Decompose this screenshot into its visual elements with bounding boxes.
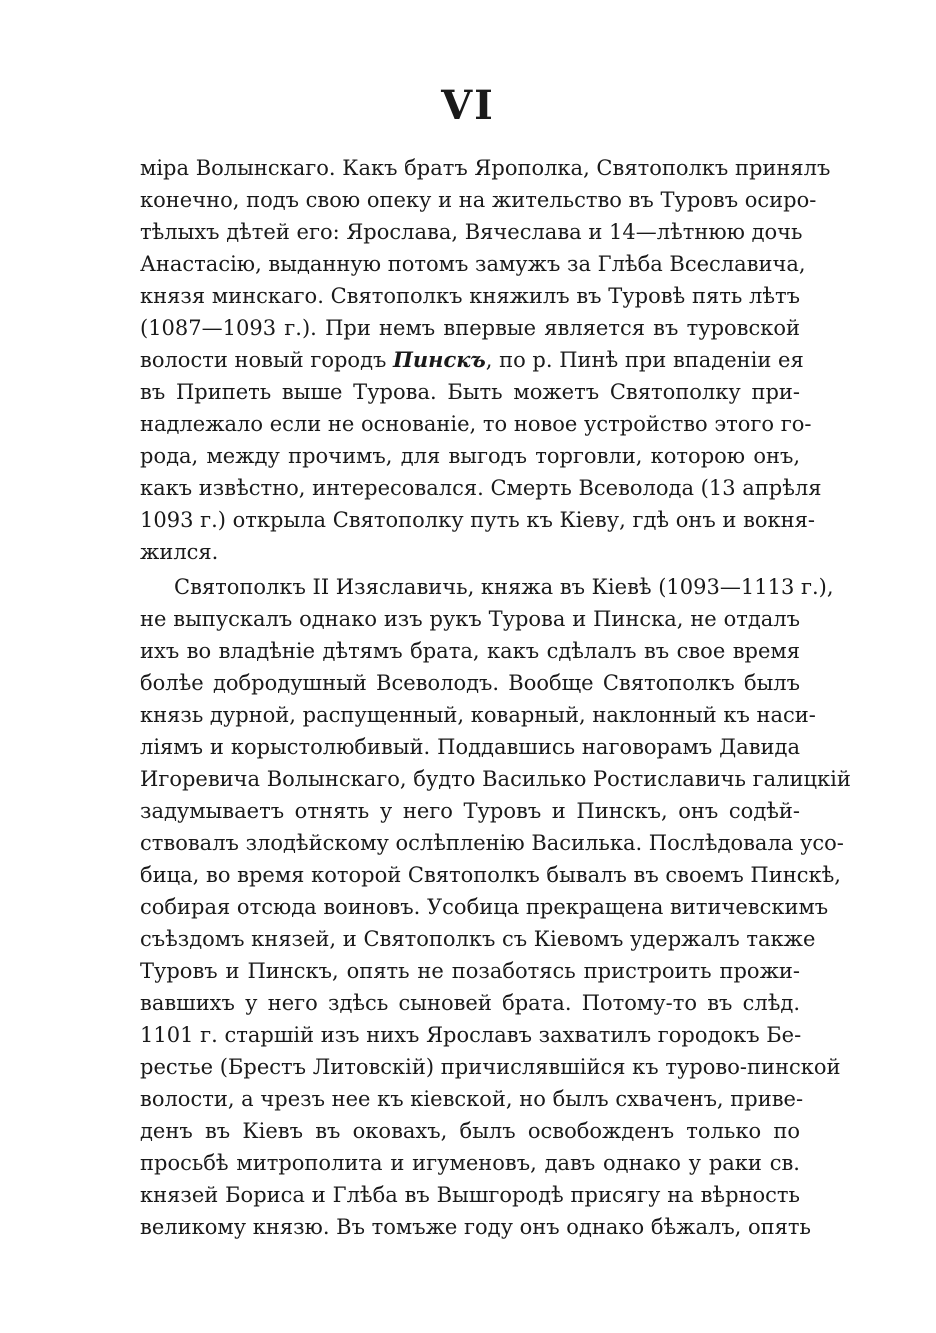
text-segment: , по р. Пинѣ при впаденіи ея	[485, 348, 804, 372]
text-line: конечно, подъ свою опеку и на жительство въ Туровъ осиро-	[140, 188, 817, 212]
text-line: Игоревича Волынскаго, будто Василько Ростиславичь галицкій	[140, 767, 851, 791]
text-line: Туровъ и Пинскъ, опять не позаботясь пристроить прожи-	[140, 959, 800, 983]
text-line: ихъ во владѣніе дѣтямъ брата, какъ сдѣлалъ въ свое время	[140, 639, 800, 663]
text-line: рода, между прочимъ, для выгодъ торговли, которою онъ,	[140, 444, 800, 468]
text-line: ліямъ и корыстолюбивый. Поддавшись наговорамъ Давида	[140, 735, 800, 759]
text-line: денъ въ Кіевъ въ оковахъ, былъ освобожденъ только по	[140, 1119, 800, 1143]
text-line: какъ извѣстно, интересовался. Смерть Всеволода (13 апрѣля	[140, 476, 822, 500]
text-line: (1087—1093 г.). При немъ впервые является въ туровской	[140, 316, 800, 340]
text-line: не выпускалъ однако изъ рукъ Турова и Пинска, не отдалъ	[140, 607, 800, 631]
text-line: въ Припеть выше Турова. Быть можетъ Святополку при-	[140, 380, 800, 404]
text-line: князей Бориса и Глѣба въ Вышгородѣ присягу на вѣрность	[140, 1183, 800, 1207]
emphasized-city-name: Пинскъ	[393, 347, 486, 372]
paragraph-2	[140, 571, 851, 1243]
text-line: князь дурной, распущенный, коварный, наклонный къ наси-	[140, 703, 816, 727]
text-line	[140, 344, 804, 376]
text-line: ствовалъ злодѣйскому ослѣпленію Василька. Послѣдовала усо-	[140, 831, 844, 855]
text-line: болѣе добродушный Всеволодъ. Вообще Святополкъ былъ	[140, 671, 800, 695]
text-line: Святополкъ II Изяславичь, княжа въ Кіевѣ (1093—1113 г.),	[174, 575, 834, 599]
text-line: міра Волынскаго. Какъ братъ Ярополка, Святополкъ принялъ	[140, 156, 831, 180]
text-line: 1101 г. старшій изъ нихъ Ярославъ захватилъ городокъ Бе-	[140, 1023, 802, 1047]
text-line: князя минскаго. Святополкъ княжилъ въ Туровѣ пять лѣтъ	[140, 284, 800, 308]
text-line: 1093 г.) открыла Святополку путь къ Кіеву, гдѣ онъ и вокня-	[140, 508, 815, 532]
text-line: съѣздомъ князей, и Святополкъ съ Кіевомъ удержалъ также	[140, 927, 816, 951]
paragraph-1	[140, 152, 831, 568]
text-line: Анастасію, выданную потомъ замужъ за Глѣба Всеславича,	[140, 252, 806, 276]
text-line: собирая отсюда воиновъ. Усобица прекращена витичевскимъ	[140, 895, 829, 919]
text-line: задумываетъ отнять у него Туровъ и Пинскъ, онъ содѣй-	[140, 799, 800, 823]
text-line: жился.	[140, 540, 219, 564]
text-line: бица, во время которой Святополкъ бывалъ въ своемъ Пинскѣ,	[140, 863, 841, 887]
text-line: рестье (Брестъ Литовскій) причислявшійся къ турово-пинской	[140, 1055, 841, 1079]
page-number: VI	[441, 82, 495, 129]
text-line: вавшихъ у него здѣсь сыновей брата. Потому-то въ слѣд.	[140, 991, 800, 1015]
text-line: надлежало если не основаніе, то новое устройство этого го-	[140, 412, 812, 436]
text-line: великому князю. Въ томъже году онъ однако бѣжалъ, опять	[140, 1215, 811, 1239]
text-line: волости, а чрезъ нее къ кіевской, но былъ схваченъ, приве-	[140, 1087, 804, 1111]
text-line: тѣлыхъ дѣтей его: Ярослава, Вячеслава и 14—лѣтнюю дочь	[140, 220, 803, 244]
text-line: просьбѣ митрополита и игуменовъ, давъ однако у раки св.	[140, 1151, 800, 1175]
text-segment: волости новый городъ	[140, 348, 394, 372]
